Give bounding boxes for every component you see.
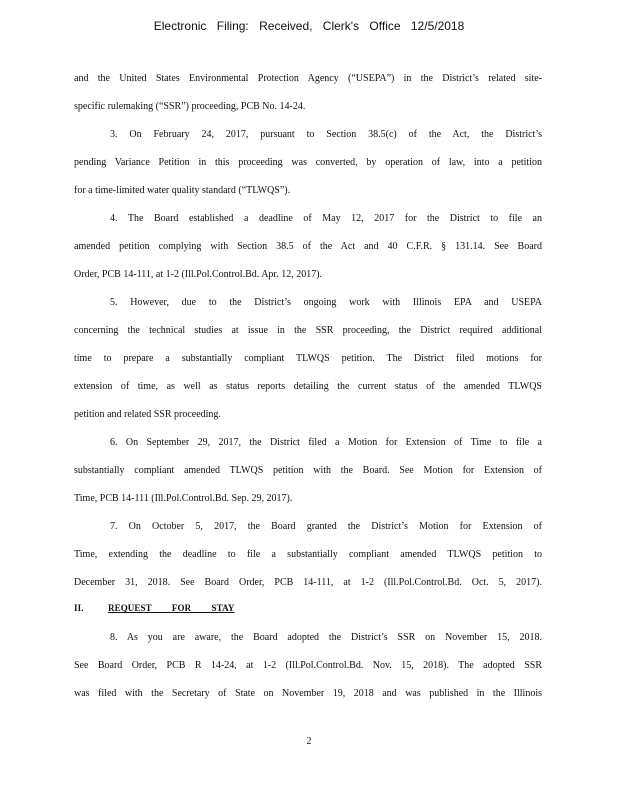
body-line: pending Variance Petition in this proceeding was converted, by operation of law, into a petition — [74, 157, 542, 168]
body-line: See Board Order, PCB R 14-24, at 1-2 (Ill.Pol.Control.Bd. Nov. 15, 2018). The adopted SSR — [74, 660, 542, 671]
page-number: 2 — [306, 736, 312, 747]
body-line: specific rulemaking (“SSR”) proceeding, PCB No. 14-24. — [74, 101, 306, 112]
body-line: time to prepare a substantially compliant TLWQS petition. The District filed motions for — [74, 353, 542, 364]
body-line: extension of time, as well as status reports detailing the current status of the amended TLWQS — [74, 381, 542, 392]
paragraph-7-first-line: 7. On October 5, 2017, the Board granted the District’s Motion for Extension of — [110, 521, 542, 532]
body-line: was filed with the Secretary of State on November 19, 2018 and was published in the Illinois — [74, 688, 542, 699]
section-title: REQUEST FOR STAY — [108, 603, 235, 613]
paragraph-4-first-line: 4. The Board established a deadline of May 12, 2017 for the District to file an — [110, 213, 542, 224]
paragraph-3-first-line: 3. On February 24, 2017, pursuant to Section 38.5(c) of the Act, the District’s — [110, 129, 542, 140]
section-number: II. — [74, 603, 84, 613]
body-line: for a time-limited water quality standard (“TLWQS”). — [74, 185, 291, 196]
body-line: Time, PCB 14-111 (Ill.Pol.Control.Bd. Sep. 29, 2017). — [74, 493, 293, 504]
body-line: concerning the technical studies at issue in the SSR proceeding, the District required additional — [74, 325, 542, 336]
paragraph-8-first-line: 8. As you are aware, the Board adopted the District’s SSR on November 15, 2018. — [110, 632, 542, 643]
body-line: December 31, 2018. See Board Order, PCB 14-111, at 1-2 (Ill.Pol.Control.Bd. Oct. 5, 2017). — [74, 577, 542, 588]
body-line: Order, PCB 14-111, at 1-2 (Ill.Pol.Control.Bd. Apr. 12, 2017). — [74, 269, 323, 280]
body-line: substantially compliant amended TLWQS petition with the Board. See Motion for Extension of — [74, 465, 542, 476]
body-line: and the United States Environmental Protection Agency (“USEPA”) in the District’s related site- — [74, 73, 542, 84]
filing-stamp-header: Electronic Filing: Received, Clerk's Office 12/5/2018 — [153, 19, 465, 33]
section-heading — [74, 603, 234, 613]
body-line: Time, extending the deadline to file a substantially compliant amended TLWQS petition to — [74, 549, 542, 560]
body-line: amended petition complying with Section 38.5 of the Act and 40 C.F.R. § 131.14. See Board — [74, 241, 542, 252]
paragraph-5-first-line: 5. However, due to the District’s ongoing work with Illinois EPA and USEPA — [110, 297, 542, 308]
body-line: petition and related SSR proceeding. — [74, 409, 221, 420]
paragraph-6-first-line: 6. On September 29, 2017, the District filed a Motion for Extension of Time to file a — [110, 437, 542, 448]
